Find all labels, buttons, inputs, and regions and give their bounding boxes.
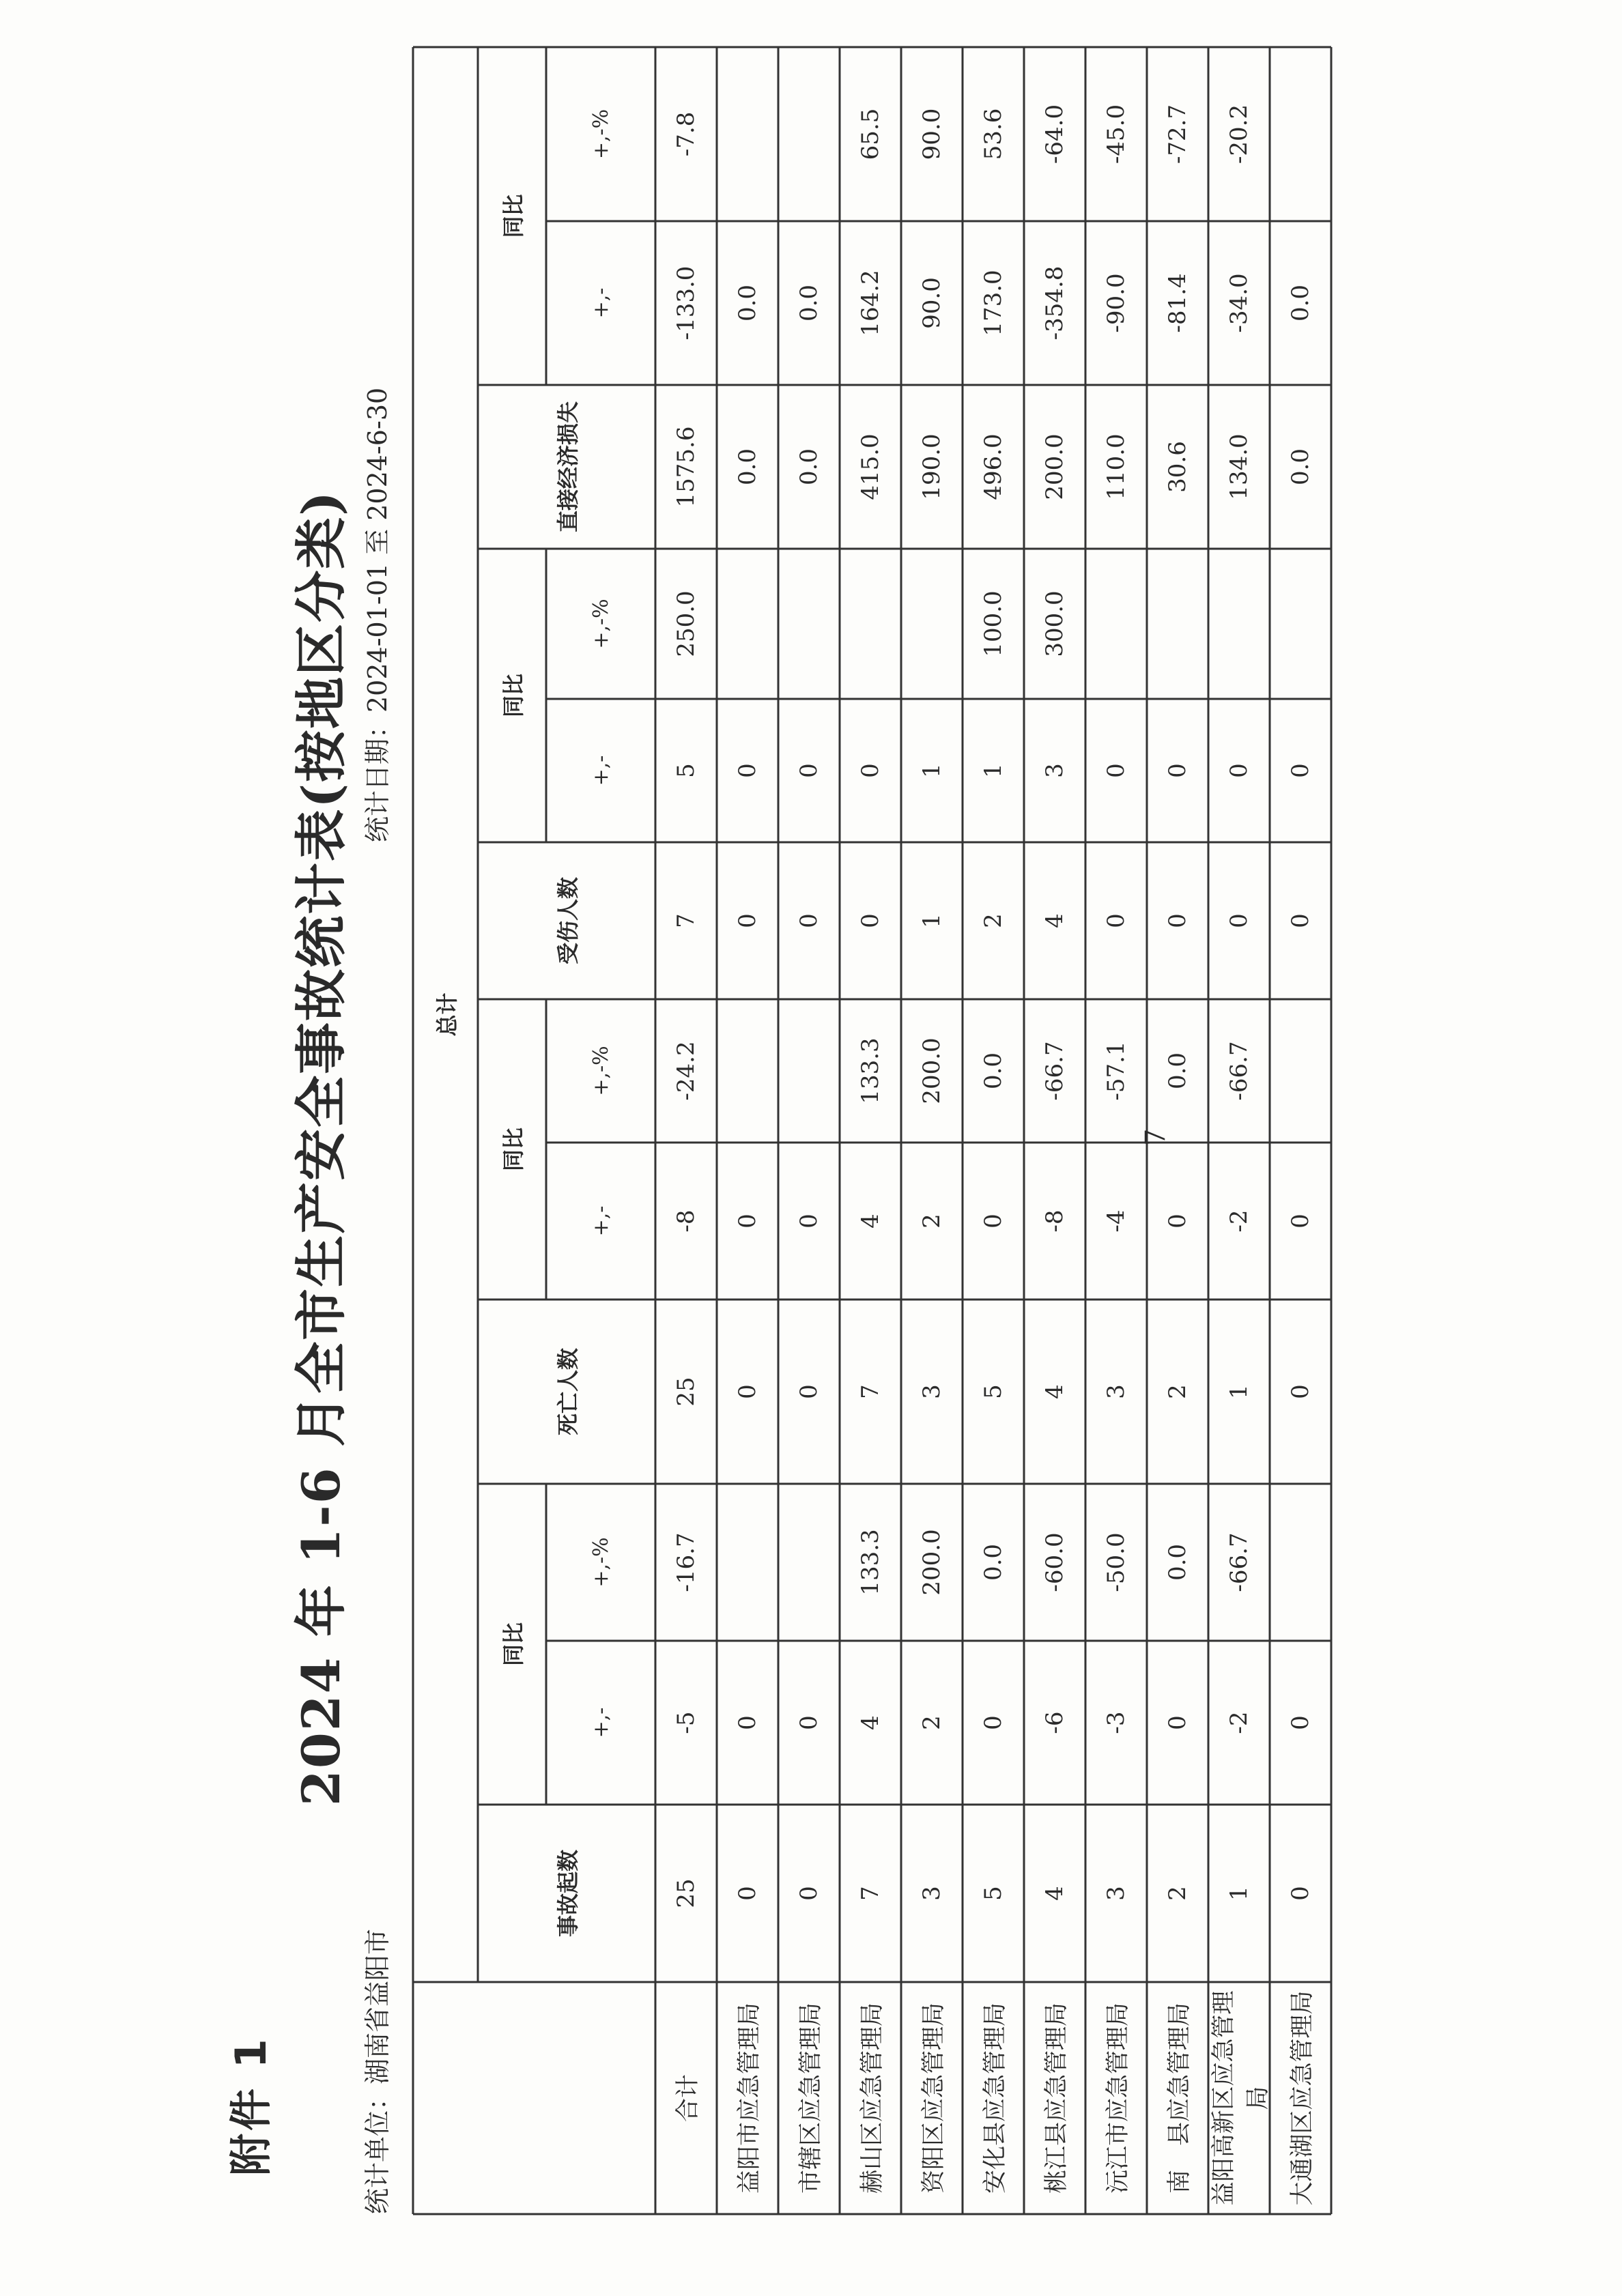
row-label: 安化县应急管理局: [982, 2003, 1009, 2194]
table-cell-dth: 0: [795, 1384, 823, 1399]
table-cell-dth-p: -66.7: [1225, 1041, 1253, 1101]
table-cell-acc-p: -16.7: [672, 1532, 700, 1592]
table-cell-acc-d: 0: [734, 1715, 761, 1730]
table-cell-dth-d: 0: [795, 1214, 823, 1229]
table-cell-loss-d: 0.0: [734, 284, 761, 322]
table-cell-acc: 1: [1225, 1886, 1253, 1901]
table-cell-loss: 190.0: [918, 433, 945, 500]
header-economic-loss: 直接经济损失: [555, 401, 581, 533]
header-yoy: 同比: [500, 1622, 526, 1667]
table-cell-acc-d: 0: [1287, 1715, 1314, 1730]
header-plus-minus-pct: +,-%: [588, 109, 613, 160]
table-cell-acc: 2: [1164, 1886, 1191, 1901]
table-cell-acc-p: 200.0: [918, 1529, 945, 1596]
table-cell-inj-p: 250.0: [672, 590, 700, 657]
table-cell-loss-p: 65.5: [857, 108, 884, 160]
table-cell-acc-p: -50.0: [1102, 1532, 1130, 1592]
table-cell-acc: 7: [857, 1886, 884, 1901]
table-cell-loss-p: -72.7: [1164, 104, 1191, 164]
page-number: 7: [1140, 1128, 1171, 1146]
table-cell-loss-p: [717, 47, 778, 221]
table-cell-dth-p: -57.1: [1102, 1041, 1130, 1101]
table-cell-acc-d: -6: [1041, 1711, 1068, 1734]
row-label: 合计: [674, 2074, 702, 2123]
table-cell-acc: 0: [795, 1886, 823, 1901]
table-cell-dth-d: -2: [1225, 1209, 1253, 1233]
table-cell-dth-p: 133.3: [857, 1037, 884, 1104]
table-cell-inj-d: 0: [857, 763, 884, 778]
table-cell-loss-d: 0.0: [795, 284, 823, 322]
table-cell-loss: 0.0: [795, 448, 823, 486]
table-cell-inj-d: 0: [1225, 763, 1253, 778]
table-cell-inj: 4: [1041, 913, 1068, 928]
table-cell-inj: 7: [672, 913, 700, 928]
table-cell-dth-p: 200.0: [918, 1037, 945, 1104]
table-cell-loss-d: -90.0: [1102, 273, 1130, 333]
table-cell-loss-d: 0.0: [1287, 284, 1314, 322]
row-label: 沅江市应急管理局: [1105, 2003, 1132, 2194]
table-cell-loss-p: 53.6: [980, 108, 1007, 160]
table-cell-acc-d: 2: [918, 1715, 945, 1730]
table-cell-loss: 134.0: [1225, 433, 1253, 500]
table-cell-loss-p: [1270, 47, 1331, 221]
table-cell-loss-d: -354.8: [1041, 266, 1068, 341]
table-cell-dth: 7: [857, 1384, 884, 1399]
table-cell-dth-d: 0: [980, 1214, 1007, 1229]
table-cell-loss: 30.6: [1164, 441, 1191, 493]
table-cell-inj-d: 3: [1041, 763, 1068, 778]
table-cell-inj-p: [1208, 549, 1270, 699]
row-label: 益阳市应急管理局: [736, 2003, 763, 2194]
header-total: 总计: [433, 992, 460, 1037]
table-cell-acc-d: 4: [857, 1715, 884, 1730]
table-cell-loss: 496.0: [980, 433, 1007, 500]
table-cell-inj-d: 0: [1164, 763, 1191, 778]
document-title: 2024 年 1-6 月全市生产安全事故统计表(按地区分类): [291, 489, 352, 1807]
table-cell-dth-p: -66.7: [1041, 1041, 1068, 1101]
table-cell-dth: 0: [734, 1384, 761, 1399]
table-cell-dth-p: 0.0: [980, 1052, 1007, 1090]
table-cell-dth: 0: [1287, 1384, 1314, 1399]
table-cell-dth-p: [717, 999, 778, 1143]
table-cell-dth-d: 2: [918, 1214, 945, 1229]
stat-unit: 统计单位：湖南省益阳市: [362, 1928, 393, 2214]
table-cell-inj-p: [1147, 549, 1208, 699]
table-cell-inj-p: 300.0: [1041, 590, 1068, 657]
table-cell-dth-d: 0: [1164, 1214, 1191, 1229]
header-plus-minus: +,-: [588, 287, 613, 319]
table-cell-loss-p: -45.0: [1102, 104, 1130, 164]
table-cell-dth: 25: [672, 1377, 700, 1407]
table-cell-dth-d: -4: [1102, 1209, 1130, 1233]
table-cell-loss: 1575.6: [672, 426, 700, 508]
table-cell-inj: 0: [1164, 913, 1191, 928]
table-cell-loss-p: -7.8: [672, 111, 700, 157]
header-injured: 受伤人数: [555, 877, 581, 965]
table-cell-inj: 2: [980, 913, 1007, 928]
header-deaths: 死亡人数: [555, 1348, 581, 1436]
table-cell-dth-d: 0: [1287, 1214, 1314, 1229]
table-cell-loss-d: 173.0: [980, 270, 1007, 336]
table-cell-inj-p: [717, 549, 778, 699]
table-cell-loss-d: 90.0: [918, 277, 945, 329]
table-cell-loss-d: -81.4: [1164, 273, 1191, 333]
table-cell-dth-d: -8: [1041, 1209, 1068, 1233]
table-cell-loss: 200.0: [1041, 433, 1068, 500]
header-plus-minus-pct: +,-%: [588, 599, 613, 649]
header-plus-minus-pct: +,-%: [588, 1046, 613, 1096]
table-cell-dth-p: [1270, 999, 1331, 1143]
table-cell-loss-p: 90.0: [918, 108, 945, 160]
table-cell-loss-p: [778, 47, 840, 221]
table-cell-loss-d: -34.0: [1225, 273, 1253, 333]
table-cell-dth: 1: [1225, 1384, 1253, 1399]
table-cell-acc: 3: [918, 1886, 945, 1901]
table-cell-inj: 0: [1287, 913, 1314, 928]
table-cell-dth-d: 0: [734, 1214, 761, 1229]
row-label: 大通湖区应急管理局: [1289, 1990, 1316, 2206]
header-yoy: 同比: [500, 674, 526, 718]
table-cell-loss-p: -64.0: [1041, 104, 1068, 164]
table-cell-loss-d: -133.0: [672, 266, 700, 341]
table-cell-loss: 415.0: [857, 433, 884, 500]
table-cell-dth-p: -24.2: [672, 1041, 700, 1101]
table-cell-inj-p: [1085, 549, 1147, 699]
table-cell-loss-p: -20.2: [1225, 104, 1253, 164]
table-cell-inj: 1: [918, 913, 945, 928]
table-cell-dth-p: [778, 999, 840, 1143]
header-yoy: 同比: [500, 194, 526, 238]
table-cell-acc: 4: [1041, 1886, 1068, 1901]
table-cell-acc-p: [778, 1484, 840, 1641]
table-cell-inj: 0: [795, 913, 823, 928]
table-cell-dth: 5: [980, 1384, 1007, 1399]
header-plus-minus-pct: +,-%: [588, 1537, 613, 1588]
row-label: 桃江县应急管理局: [1043, 2003, 1070, 2194]
table-cell-dth: 4: [1041, 1384, 1068, 1399]
table-cell-acc-d: 0: [795, 1715, 823, 1730]
header-yoy: 同比: [500, 1128, 526, 1172]
table-cell-acc-d: -5: [672, 1711, 700, 1734]
table-cell-acc-p: [717, 1484, 778, 1641]
table-cell-dth-p: 0.0: [1164, 1052, 1191, 1090]
table-cell-acc: 5: [980, 1886, 1007, 1901]
table-cell-loss-d: 164.2: [857, 270, 884, 336]
table-cell-inj: 0: [857, 913, 884, 928]
table-cell-inj-d: 5: [672, 763, 700, 778]
table-cell-inj-p: [901, 549, 963, 699]
table-cell-inj: 0: [1102, 913, 1130, 928]
row-label: 资阳区应急管理局: [920, 2003, 948, 2194]
table-cell-acc-p: 0.0: [1164, 1543, 1191, 1581]
header-plus-minus: +,-: [588, 1707, 613, 1738]
table-cell-inj-d: 1: [980, 763, 1007, 778]
table-cell-acc-d: 0: [980, 1715, 1007, 1730]
table-cell-inj-p: 100.0: [980, 590, 1007, 657]
table-cell-acc-d: 0: [1164, 1715, 1191, 1730]
table-cell-acc-p: 133.3: [857, 1529, 884, 1596]
table-cell-acc-p: -66.7: [1225, 1532, 1253, 1592]
table-cell-inj: 0: [1225, 913, 1253, 928]
row-label: 赫山区应急管理局: [859, 2003, 886, 2194]
header-plus-minus: +,-: [588, 755, 613, 786]
table-cell-inj: 0: [734, 913, 761, 928]
stat-date: 统计日期：2024-01-01 至 2024-6-30: [362, 387, 393, 842]
row-label: 益阳高新区应急管理局: [1210, 1990, 1272, 2206]
header-accidents: 事故起数: [555, 1850, 581, 1938]
table-cell-loss: 110.0: [1102, 433, 1130, 500]
attachment-label: 附件 1: [226, 2036, 276, 2176]
table-cell-acc-p: -60.0: [1041, 1532, 1068, 1592]
table-cell-inj-d: 0: [734, 763, 761, 778]
table-cell-inj-d: 0: [1102, 763, 1130, 778]
table-cell-acc-p: [1270, 1484, 1331, 1641]
table-cell-dth: 3: [1102, 1384, 1130, 1399]
table-cell-inj-d: 0: [1287, 763, 1314, 778]
table-cell-acc: 3: [1102, 1886, 1130, 1901]
table-cell-acc-d: -2: [1225, 1711, 1253, 1734]
table-cell-acc-p: 0.0: [980, 1543, 1007, 1581]
table-cell-acc: 0: [734, 1886, 761, 1901]
table-cell-acc: 0: [1287, 1886, 1314, 1901]
table-cell-dth-d: 4: [857, 1214, 884, 1229]
table-cell-inj-p: [778, 549, 840, 699]
table-cell-dth: 3: [918, 1384, 945, 1399]
table-cell-dth-d: -8: [672, 1209, 700, 1233]
row-label: 市辖区应急管理局: [797, 2003, 825, 2194]
row-label: 南 县应急管理局: [1166, 2003, 1193, 2194]
header-plus-minus: +,-: [588, 1205, 613, 1237]
table-cell-inj-d: 0: [795, 763, 823, 778]
table-cell-loss: 0.0: [1287, 448, 1314, 486]
table-cell-loss: 0.0: [734, 448, 761, 486]
table-cell-inj-d: 1: [918, 763, 945, 778]
table-cell-dth: 2: [1164, 1384, 1191, 1399]
table-cell-acc-d: -3: [1102, 1711, 1130, 1734]
table-cell-inj-p: [840, 549, 901, 699]
table-cell-acc: 25: [672, 1878, 700, 1908]
table-cell-inj-p: [1270, 549, 1331, 699]
